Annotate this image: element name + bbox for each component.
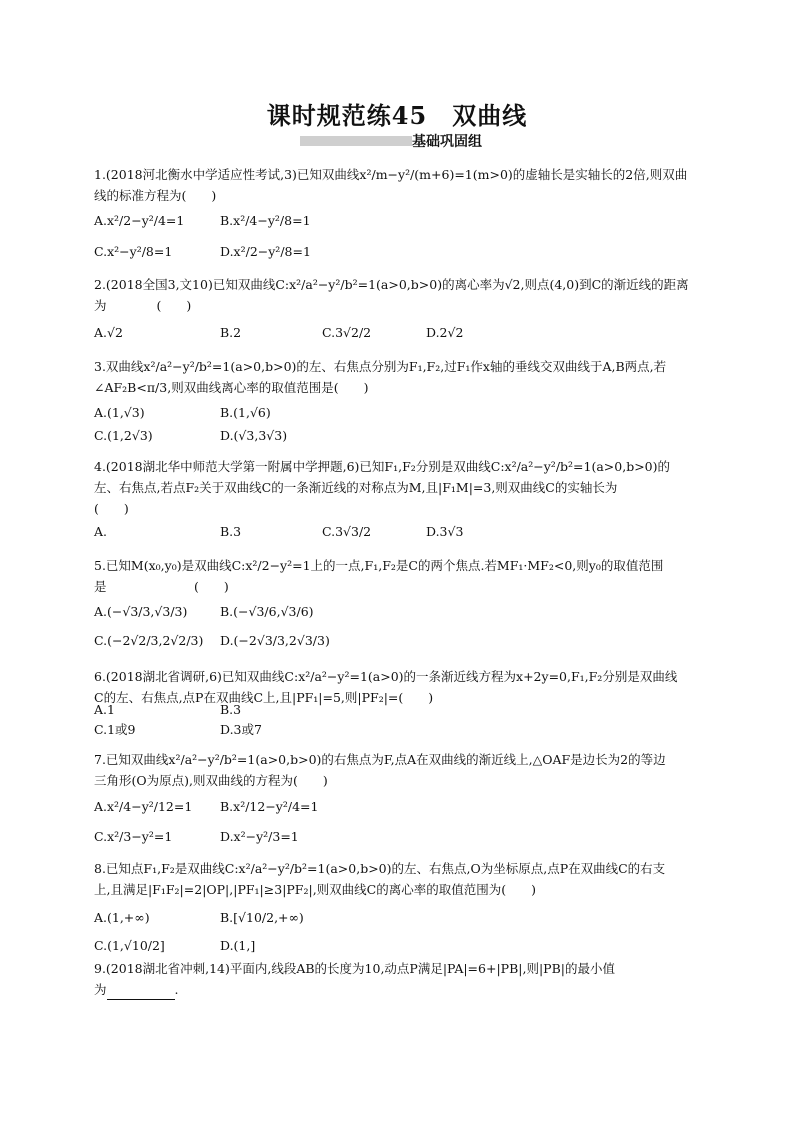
question-text-line: 2.(2018全国3,文10)已知双曲线C:x²/a²−y²/b²=1(a>0,b>0)的离心率为√2,则点(4,0)到C的渐近线的距离 bbox=[94, 277, 689, 292]
question-text-line: 为 . bbox=[94, 979, 714, 1000]
question-8 bbox=[94, 858, 714, 900]
option-a: A.1 bbox=[94, 702, 115, 717]
option-a: A.(1,√3) bbox=[94, 405, 145, 420]
option-b: B.3 bbox=[220, 702, 242, 717]
question-text-line: 线的标准方程为( ) bbox=[94, 188, 217, 203]
question-7 bbox=[94, 749, 714, 791]
option-c: C.1或9 bbox=[94, 722, 136, 737]
option-d: D.(√3,3√3) bbox=[220, 428, 288, 443]
question-5 bbox=[94, 555, 714, 597]
answer-blank[interactable] bbox=[107, 985, 175, 1000]
question-text-line: 6.(2018湖北省调研,6)已知双曲线C:x²/a²−y²=1(a>0)的一条渐近线方程为x+2y=0,F₁,F₂分别是双曲线 bbox=[94, 669, 678, 684]
option-d: D.3或7 bbox=[220, 722, 262, 737]
option-c: C.(1,√10/2] bbox=[94, 938, 165, 953]
question-text-line: 为 ( ) bbox=[94, 298, 192, 313]
group-header-bar bbox=[300, 136, 412, 146]
group-label: 基础巩固组 bbox=[412, 134, 482, 150]
question-text-line: 左、右焦点,若点F₂关于双曲线C的一条渐近线的对称点为M,且|F₁M|=3,则双曲线C的实轴长为 bbox=[94, 480, 618, 495]
option-b: B.x²/4−y²/8=1 bbox=[220, 213, 311, 228]
option-c: C.3√2/2 bbox=[322, 325, 372, 340]
question-6 bbox=[94, 666, 714, 708]
option-c: C.3√3/2 bbox=[322, 524, 372, 539]
question-text-line: 9.(2018湖北省冲刺,14)平面内,线段AB的长度为10,动点P满足|PA|=6+|PB|,则|PB|的最小值 bbox=[94, 961, 615, 976]
option-a: A.(1,+∞) bbox=[94, 910, 150, 925]
question-text-line: ∠AF₂B<π/3,则双曲线离心率的取值范围是( ) bbox=[94, 380, 369, 395]
question-text-line: 8.已知点F₁,F₂是双曲线C:x²/a²−y²/b²=1(a>0,b>0)的左、右焦点,O为坐标原点,点P在双曲线C的右支 bbox=[94, 861, 666, 876]
option-a: A.√2 bbox=[94, 325, 123, 340]
question-3 bbox=[94, 356, 714, 398]
option-b: B.[√10/2,+∞) bbox=[220, 910, 304, 925]
option-c: C.x²−y²/8=1 bbox=[94, 244, 173, 259]
question-text-line: 7.已知双曲线x²/a²−y²/b²=1(a>0,b>0)的右焦点为F,点A在双曲线的渐近线上,△OAF是边长为2的等边 bbox=[94, 752, 666, 767]
option-d: D.x²−y²/3=1 bbox=[220, 829, 299, 844]
option-b: B.3 bbox=[220, 524, 242, 539]
option-c: C.(−2√2/3,2√2/3) bbox=[94, 633, 204, 648]
question-4 bbox=[94, 456, 714, 519]
option-d: D.(−2√3/3,2√3/3) bbox=[220, 633, 330, 648]
page-title: 课时规范练45 双曲线 bbox=[266, 101, 528, 130]
question-text-line: 5.已知M(x₀,y₀)是双曲线C:x²/2−y²=1上的一点,F₁,F₂是C的两个焦点.若MF₁·MF₂<0,则y₀的取值范围 bbox=[94, 558, 664, 573]
option-c: C.(1,2√3) bbox=[94, 428, 153, 443]
question-text-line: 3.双曲线x²/a²−y²/b²=1(a>0,b>0)的左、右焦点分别为F₁,F₂,过F₁作x轴的垂线交双曲线于A,B两点,若 bbox=[94, 359, 667, 374]
option-d: D.(1,] bbox=[220, 938, 256, 953]
option-b: B.2 bbox=[220, 325, 242, 340]
option-b: B.(−√3/6,√3/6) bbox=[220, 604, 314, 619]
question-text-line: C的左、右焦点,点P在双曲线C上,且|PF₁|=5,则|PF₂|=( ) bbox=[94, 690, 434, 705]
option-a: A.x²/4−y²/12=1 bbox=[94, 799, 193, 814]
option-a: A. bbox=[94, 524, 108, 539]
option-d: D.3√3 bbox=[426, 524, 464, 539]
option-d: D.2√2 bbox=[426, 325, 464, 340]
question-text-line: ( ) bbox=[94, 501, 129, 516]
question-text-line: 4.(2018湖北华中师范大学第一附属中学押题,6)已知F₁,F₂分别是双曲线C:x²/a²−y²/b²=1(a>0,b>0)的 bbox=[94, 459, 671, 474]
option-a: A.(−√3/3,√3/3) bbox=[94, 604, 188, 619]
option-b: B.(1,√6) bbox=[220, 405, 271, 420]
option-d: D.x²/2−y²/8=1 bbox=[220, 244, 311, 259]
question-2 bbox=[94, 274, 714, 316]
question-text-line: 是 ( ) bbox=[94, 579, 229, 594]
option-c: C.x²/3−y²=1 bbox=[94, 829, 173, 844]
question-text-line: 1.(2018河北衡水中学适应性考试,3)已知双曲线x²/m−y²/(m+6)=1(m>0)的虚轴长是实轴长的2倍,则双曲 bbox=[94, 167, 688, 182]
question-1 bbox=[94, 164, 714, 206]
question-text-line: 上,且满足|F₁F₂|=2|OP|,|PF₁|≥3|PF₂|,则双曲线C的离心率的取值范围为( ) bbox=[94, 882, 536, 897]
question-text-line: 三角形(O为原点),则双曲线的方程为( ) bbox=[94, 773, 328, 788]
question-text-tail: 为 bbox=[94, 982, 107, 997]
option-a: A.x²/2−y²/4=1 bbox=[94, 213, 185, 228]
question-9 bbox=[94, 958, 714, 1000]
option-b: B.x²/12−y²/4=1 bbox=[220, 799, 319, 814]
